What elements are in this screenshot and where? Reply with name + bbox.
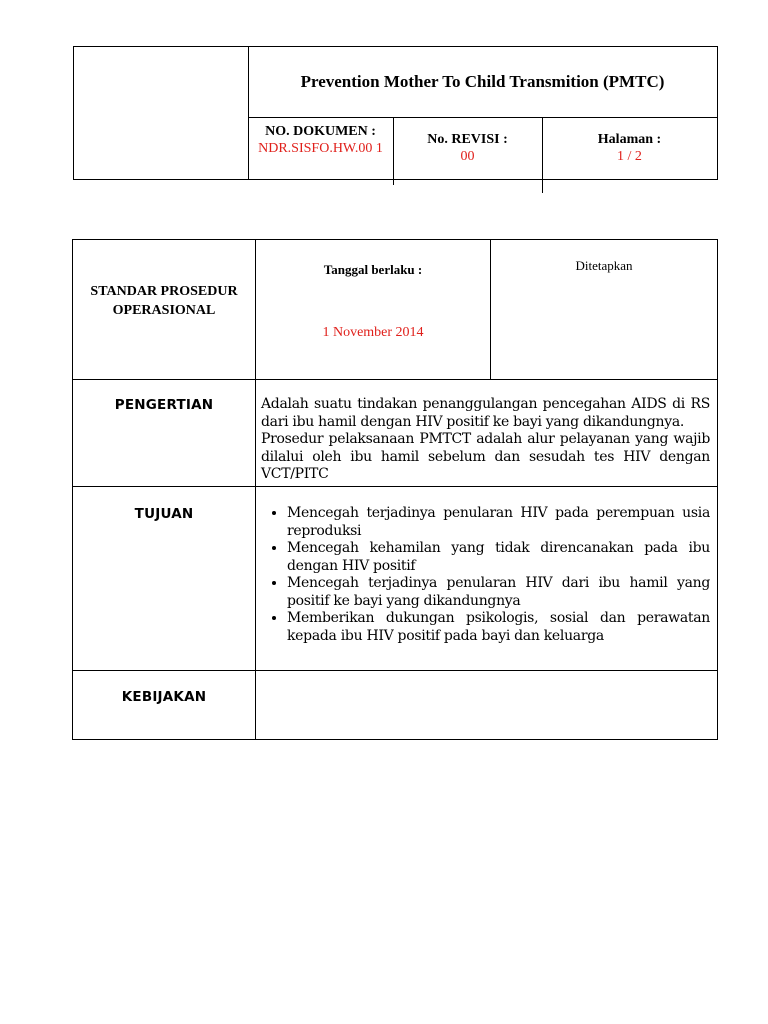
- tanggal-berlaku-label: Tanggal berlaku :: [323, 262, 423, 277]
- no-revisi-cell: [393, 117, 543, 193]
- halaman-cell: [542, 117, 717, 193]
- halaman-value: 1 / 2: [617, 149, 642, 164]
- tujuan-list: [261, 505, 710, 645]
- no-dokumen-label: NO. DOKUMEN :: [265, 124, 376, 139]
- tanggal-berlaku-value: 1 November 2014: [322, 325, 424, 340]
- row-divider: [73, 486, 717, 487]
- tujuan-label: TUJUAN: [134, 506, 194, 522]
- document-title: Prevention Mother To Child Transmition (PMTC): [248, 47, 717, 118]
- pengertian-label: PENGERTIAN: [114, 397, 214, 413]
- tujuan-content: [261, 505, 710, 645]
- list-item: • Memberikan dukungan psikologis, sosial dan perawatan kepada ibu HIV positif pada bayi dan keluarga: [287, 610, 710, 645]
- logo-placeholder-cell: [74, 47, 249, 179]
- sop-table: [72, 239, 718, 740]
- no-revisi-label: No. REVISI :: [427, 132, 508, 147]
- no-dokumen-value: NDR.SISFO.HW.00 1: [258, 141, 383, 156]
- no-dokumen-cell: [248, 117, 394, 185]
- kebijakan-label: KEBIJAKAN: [121, 689, 207, 705]
- pengertian-content: [261, 396, 710, 484]
- row-divider: [73, 379, 717, 380]
- list-item: • Mencegah terjadinya penularan HIV dari ibu hamil yang positif ke bayi yang dikandungnya: [287, 575, 710, 610]
- document-header-table: [73, 46, 718, 180]
- ditetapkan-label: Ditetapkan: [575, 258, 633, 273]
- halaman-label: Halaman :: [597, 132, 662, 147]
- sop-title: STANDAR PROSEDUR OPERASIONAL: [90, 284, 238, 318]
- kebijakan-content: [256, 671, 717, 739]
- list-item: • Mencegah terjadinya penularan HIV pada perempuan usia reproduksi: [287, 505, 710, 540]
- list-item: • Mencegah kehamilan yang tidak direncanakan pada ibu dengan HIV positif: [287, 540, 710, 575]
- no-revisi-value: 00: [460, 149, 475, 164]
- column-divider: [255, 240, 256, 739]
- pengertian-paragraph: Adalah suatu tindakan penanggulangan pencegahan AIDS di RS dari ibu hamil dengan HIV positif ke bayi yang dikandungnya.: [261, 396, 710, 430]
- pengertian-paragraph: Prosedur pelaksanaan PMTCT adalah alur pelayanan yang wajib dilalui oleh ibu hamil sebelum dan sesudah tes HIV dengan VCT/PITC: [261, 431, 710, 482]
